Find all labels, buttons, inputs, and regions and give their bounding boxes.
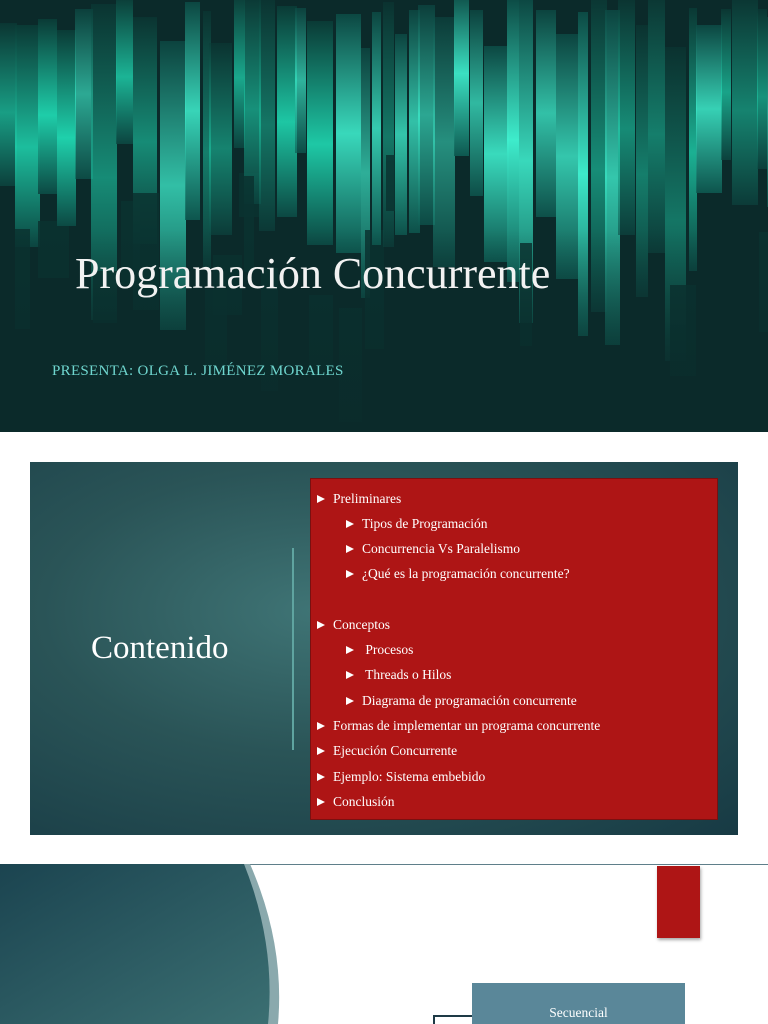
bullet-arrow-icon	[346, 697, 354, 705]
decorative-bar	[454, 0, 469, 156]
bullet-arrow-icon	[317, 798, 325, 806]
decorative-bar	[336, 14, 361, 253]
decorative-bar	[295, 8, 306, 153]
decorative-bar	[648, 0, 665, 253]
decorative-bar	[116, 0, 133, 144]
contents-subitem: Procesos	[346, 642, 413, 658]
bullet-arrow-icon	[346, 671, 354, 679]
decorative-bar	[372, 12, 381, 245]
diagram-box-label: Secuencial	[549, 1005, 608, 1020]
bullet-arrow-icon	[346, 545, 354, 553]
contents-item: Ejecución Concurrente	[317, 743, 457, 759]
bullet-arrow-icon	[346, 646, 354, 654]
presentation-title: Programación Concurrente	[75, 249, 551, 298]
bullet-arrow-icon	[317, 621, 325, 629]
decorative-bar	[15, 25, 40, 247]
decorative-bar	[395, 34, 407, 235]
decorative-bar	[185, 2, 200, 220]
decorative-bar	[38, 19, 57, 194]
decorative-bar	[418, 5, 435, 225]
contents-subitem: ¿Qué es la programación concurrente?	[346, 566, 570, 582]
red-accent-bar	[657, 866, 700, 938]
vertical-divider	[292, 548, 294, 750]
decorative-bar	[484, 46, 509, 262]
contents-panel	[310, 478, 718, 820]
decorative-bar	[244, 0, 261, 204]
bullet-arrow-icon	[346, 570, 354, 578]
contents-subitem: Tipos de Programación	[346, 516, 488, 532]
contents-subitem: Threads o Hilos	[346, 667, 451, 683]
contents-slide	[30, 462, 738, 835]
contents-item: Ejemplo: Sistema embebido	[317, 769, 485, 785]
diagram-slide	[0, 864, 768, 1024]
contents-heading: Contenido	[91, 630, 229, 666]
decorative-bar	[536, 10, 556, 217]
contents-item: Conclusión	[317, 794, 395, 810]
decorative-bar	[307, 21, 333, 245]
contents-item: Preliminares	[317, 491, 401, 507]
bullet-arrow-icon	[317, 495, 325, 503]
contents-subitem: Diagrama de programación concurrente	[346, 693, 577, 709]
contents-item: Formas de implementar un programa concurrente	[317, 718, 600, 734]
decorative-bar	[234, 0, 245, 148]
presenter-subtitle: PRESENTA: OLGA L. JIMÉNEZ MORALES	[52, 363, 344, 379]
decorative-bar	[57, 30, 76, 226]
decorative-bar	[209, 43, 232, 235]
decorative-bar	[0, 23, 17, 186]
contents-item: Conceptos	[317, 617, 390, 633]
decorative-bar	[618, 0, 635, 235]
decorative-bar	[277, 6, 297, 217]
decorative-bar	[259, 0, 275, 231]
bullet-arrow-icon	[346, 520, 354, 528]
contents-subitem: Concurrencia Vs Paralelismo	[346, 541, 520, 557]
decorative-bar	[75, 9, 93, 179]
bullet-arrow-icon	[317, 747, 325, 755]
decorative-bar	[732, 0, 758, 205]
decorative-bar	[721, 9, 731, 160]
decorative-bar	[433, 17, 455, 267]
decorative-bar	[696, 25, 722, 193]
curved-panel-background	[0, 864, 300, 1024]
decorative-bar	[470, 10, 483, 196]
decorative-bar	[757, 9, 767, 169]
title-slide	[0, 0, 768, 432]
bullet-arrow-icon	[317, 722, 325, 730]
bullet-arrow-icon	[317, 773, 325, 781]
